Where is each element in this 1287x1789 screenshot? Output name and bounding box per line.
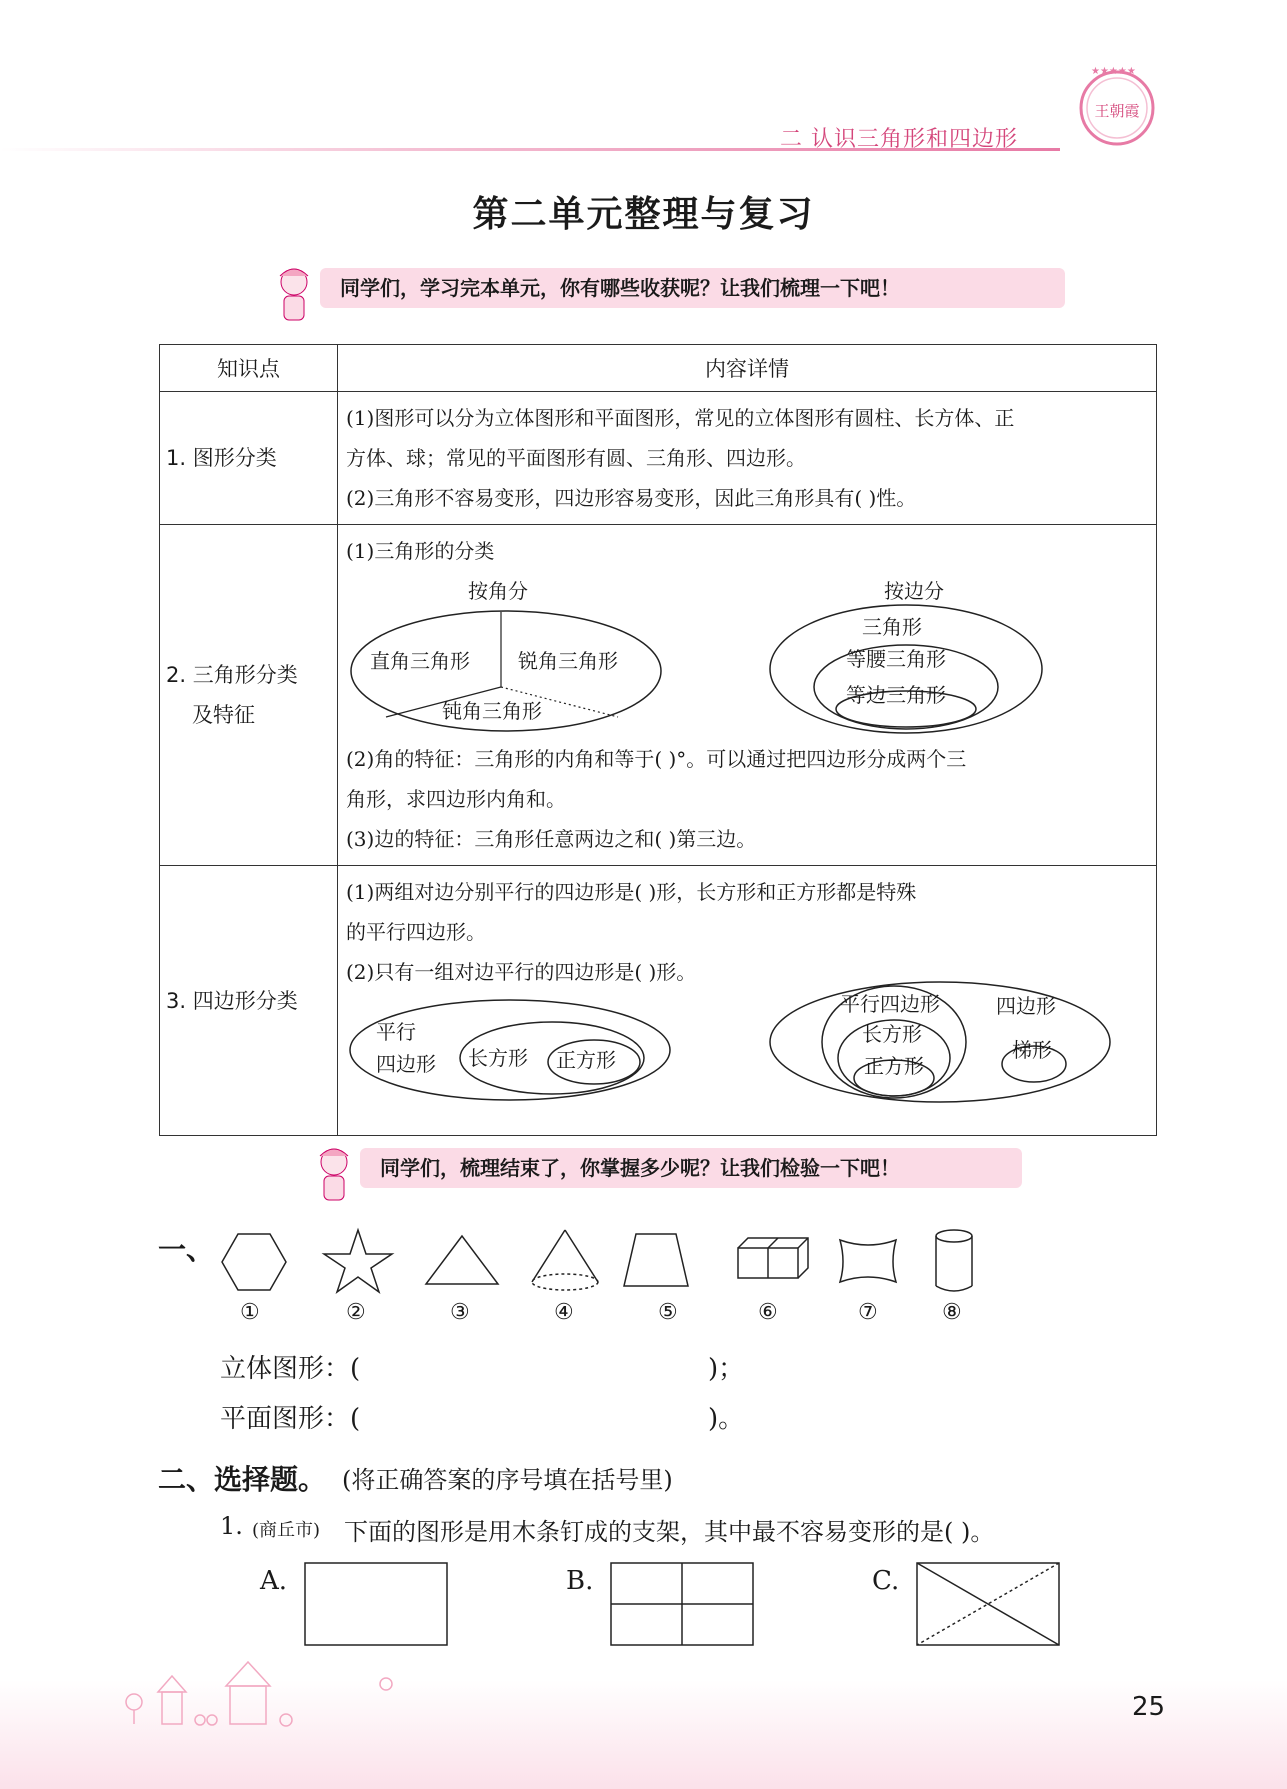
- quadrilateral-label: 四边形: [996, 994, 1056, 1018]
- option-a-label: A.: [260, 1566, 288, 1596]
- by-angle-label: 按角分: [468, 579, 528, 603]
- shape-number: ⑥: [758, 1300, 778, 1325]
- option-c-label: C.: [872, 1566, 900, 1596]
- header-cell: 知识点: [160, 345, 338, 392]
- quadrilateral-set-diagram: [766, 978, 1116, 1108]
- triangle-label: 三角形: [862, 615, 922, 639]
- page-title: 第二单元整理与复习: [472, 193, 815, 235]
- square-label-2: 正方形: [864, 1054, 924, 1078]
- acute-triangle-label: 锐角三角形: [518, 649, 618, 673]
- footer-decoration: [0, 1640, 1287, 1789]
- trapezoid-shape: [624, 1234, 688, 1286]
- shape-number: ⑦: [858, 1300, 878, 1325]
- text-line: (1)三角形的分类: [346, 539, 495, 563]
- topic-cell: [160, 525, 338, 866]
- table-row: [160, 525, 1157, 866]
- chapter-title: 二 认识三角形和四边形: [780, 127, 1018, 152]
- check-bubble: 同学们，梳理结束了，你掌握多少呢？让我们检验一下吧！: [360, 1148, 1022, 1188]
- girl-mascot-icon: [272, 262, 318, 326]
- table-row: [160, 392, 1157, 525]
- rectangle-label-2: 长方形: [862, 1022, 922, 1046]
- topic-line: 2. 三角形分类: [166, 663, 298, 687]
- review-table: [159, 344, 1157, 1136]
- triangle-diagrams: [346, 571, 1148, 739]
- page-number: 25: [1132, 1692, 1166, 1722]
- section-two-label: 二、选择题。: [158, 1463, 327, 1496]
- text-line: (1)图形可以分为立体图形和平面图形，常见的立体图形有圆柱、长方体、正: [346, 406, 1015, 430]
- solid-shapes-prompt: 立体图形：(: [220, 1354, 361, 1384]
- trapezoid-label: 梯形: [1012, 1038, 1052, 1062]
- concave-shape: [840, 1240, 896, 1282]
- isosceles-label: 等腰三角形: [846, 647, 946, 671]
- parallelogram-label-2: 平行四边形: [840, 992, 940, 1016]
- text-line: 角形，求四边形内角和。: [346, 787, 566, 811]
- intro-bubble: 同学们，学习完本单元，你有哪些收获呢？让我们梳理一下吧！: [320, 268, 1065, 308]
- svg-text:★★★★★: ★★★★★: [1091, 66, 1136, 77]
- quadrilateral-diagrams: [346, 992, 1148, 1102]
- cone-shape: [532, 1230, 598, 1282]
- question-number: 1.: [220, 1512, 243, 1540]
- hexagon-shape: [222, 1234, 286, 1290]
- shape-number: ②: [346, 1300, 366, 1325]
- table-row: [160, 866, 1157, 1136]
- square-label: 正方形: [556, 1048, 616, 1072]
- girl-mascot-icon: [312, 1142, 358, 1206]
- equilateral-label: 等边三角形: [846, 683, 946, 707]
- shape-number: ③: [450, 1300, 470, 1325]
- option-a-frame: [304, 1562, 450, 1648]
- question-source: (商丘市): [252, 1520, 321, 1541]
- obtuse-triangle-label: 钝角三角形: [442, 699, 542, 723]
- table-header-row: [160, 345, 1157, 392]
- by-side-label: 按边分: [884, 579, 944, 603]
- shapes-row: [210, 1222, 1210, 1302]
- text-line: (3)边的特征：三角形任意两边之和( )第三边。: [346, 827, 757, 851]
- text-line: (2)角的特征：三角形的内角和等于( )°。可以通过把四边形分成两个三: [346, 747, 967, 771]
- shape-number: ⑤: [658, 1300, 678, 1325]
- option-b-label: B.: [566, 1566, 594, 1596]
- topic-line: 及特征: [192, 703, 255, 727]
- plane-shapes-end: )。: [708, 1404, 745, 1434]
- text-line: (2)三角形不容易变形，四边形容易变形，因此三角形具有( )性。: [346, 486, 917, 510]
- shape-number: ①: [240, 1300, 260, 1325]
- content-cell: [338, 525, 1157, 866]
- option-b-frame: [610, 1562, 756, 1648]
- right-triangle-label: 直角三角形: [370, 649, 470, 673]
- shape-number: ④: [554, 1300, 574, 1325]
- shape-number: ⑧: [942, 1300, 962, 1325]
- text-line: 的平行四边形。: [346, 920, 486, 944]
- brand-logo: [1072, 60, 1162, 150]
- logo-text: 王朝霞: [1094, 102, 1140, 120]
- cuboid-shape: [738, 1238, 808, 1278]
- topic-cell: 3. 四边形分类: [160, 866, 338, 1136]
- plane-shapes-prompt: 平面图形：(: [220, 1404, 361, 1434]
- section-two-hint: (将正确答案的序号填在括号里): [342, 1466, 673, 1494]
- text-line: (2)只有一组对边平行的四边形是( )形。: [346, 960, 697, 984]
- section-one-label: 一、: [158, 1233, 215, 1266]
- topic-cell: 1. 图形分类: [160, 392, 338, 525]
- text-line: (1)两组对边分别平行的四边形是( )形，长方形和正方形都是特殊: [346, 880, 917, 904]
- text-line: 方体、球；常见的平面图形有圆、三角形、四边形。: [346, 446, 806, 470]
- solid-shapes-end: )；: [708, 1354, 745, 1384]
- triangle-shape: [426, 1236, 498, 1284]
- header-cell: 内容详情: [338, 345, 1157, 392]
- rectangle-label: 长方形: [468, 1046, 528, 1070]
- content-cell: [338, 866, 1157, 1136]
- content-cell: [338, 392, 1157, 525]
- cylinder-shape: [936, 1230, 972, 1291]
- star-shape: [324, 1230, 392, 1292]
- option-c-frame: [916, 1562, 1062, 1648]
- parallelogram-label-b: 四边形: [376, 1052, 436, 1076]
- parallelogram-label-a: 平行: [376, 1020, 416, 1044]
- question-text: 下面的图形是用木条钉成的支架，其中最不容易变形的是( )。: [344, 1518, 995, 1546]
